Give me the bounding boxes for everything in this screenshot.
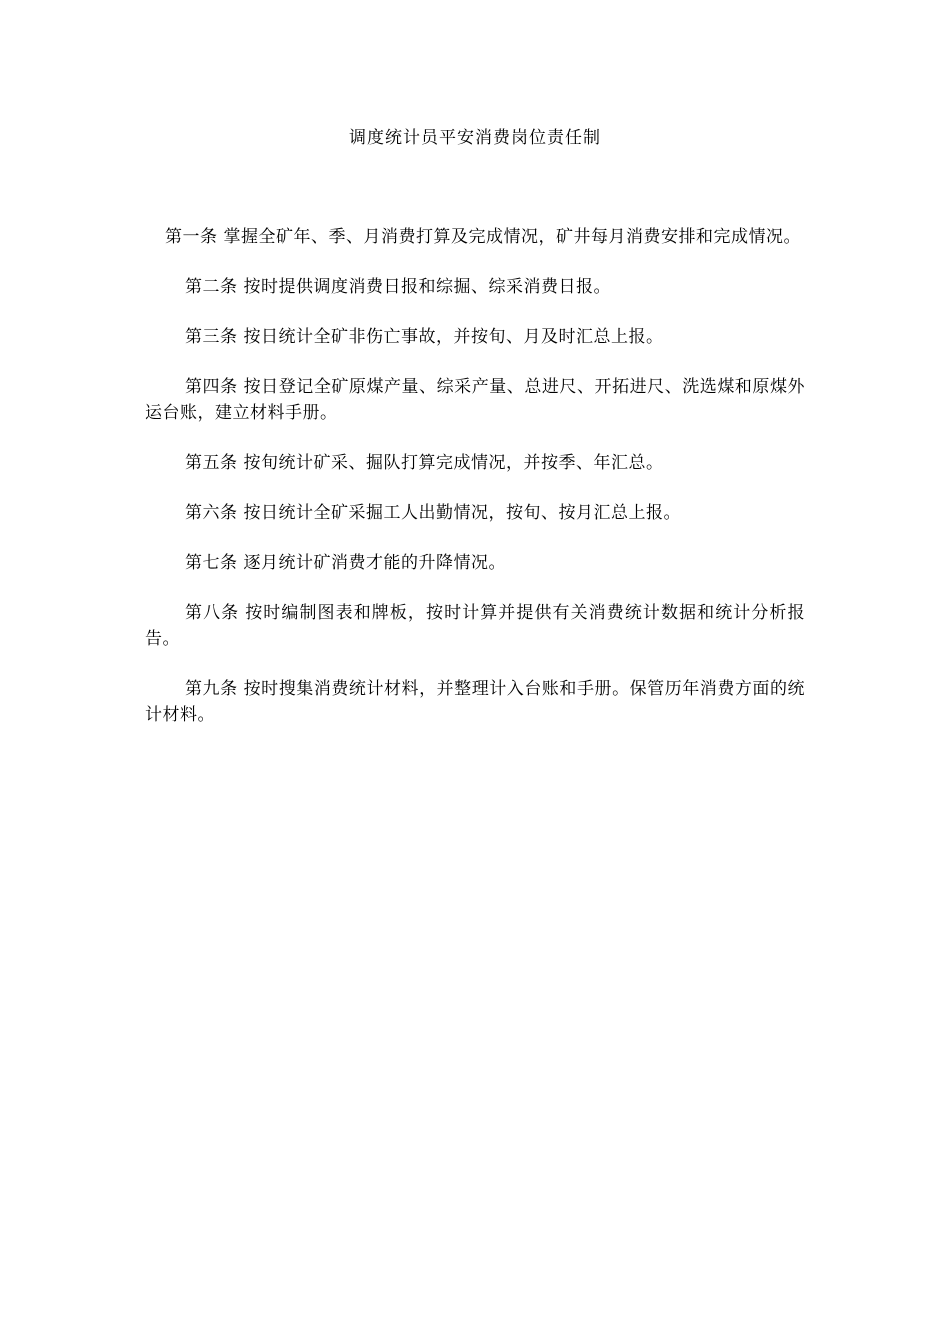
article-text: 按时搜集消费统计材料，并整理计入台账和手册。保管历年消费方面的统计材料。 (145, 679, 806, 725)
article-6 (145, 500, 805, 526)
article-7 (145, 550, 805, 576)
article-text: 按旬统计矿采、掘队打算完成情况，并按季、年汇总。 (243, 453, 664, 473)
article-text: 按时提供调度消费日报和综掘、综采消费日报。 (243, 277, 611, 297)
document-title: 调度统计员平安消费岗位责任制 (349, 128, 601, 148)
article-9 (145, 676, 805, 728)
article-label: 第一条 (165, 227, 218, 247)
article-label: 第九条 (185, 679, 238, 699)
article-label: 第三条 (185, 327, 238, 347)
article-label: 第七条 (185, 553, 238, 573)
article-8 (145, 600, 805, 652)
article-2 (145, 274, 805, 300)
article-text: 逐月统计矿消费才能的升降情况。 (243, 553, 506, 573)
article-text: 掌握全矿年、季、月消费打算及完成情况，矿井每月消费安排和完成情况。 (223, 227, 801, 247)
article-list (145, 224, 805, 752)
article-label: 第四条 (185, 377, 238, 397)
article-label: 第二条 (185, 277, 238, 297)
article-text: 按时编制图表和牌板，按时计算并提供有关消费统计数据和统计分析报告。 (145, 603, 806, 649)
article-1 (145, 224, 805, 250)
article-label: 第八条 (185, 603, 240, 623)
article-text: 按日统计全矿非伤亡事故，并按旬、月及时汇总上报。 (243, 327, 664, 347)
article-label: 第六条 (185, 503, 238, 523)
article-text: 按日登记全矿原煤产量、综采产量、总进尺、开拓进尺、洗选煤和原煤外运台账，建立材料手册。 (145, 377, 806, 423)
article-4 (145, 374, 805, 426)
article-3 (145, 324, 805, 350)
article-label: 第五条 (185, 453, 238, 473)
article-text: 按日统计全矿采掘工人出勤情况，按旬、按月汇总上报。 (243, 503, 681, 523)
article-5 (145, 450, 805, 476)
